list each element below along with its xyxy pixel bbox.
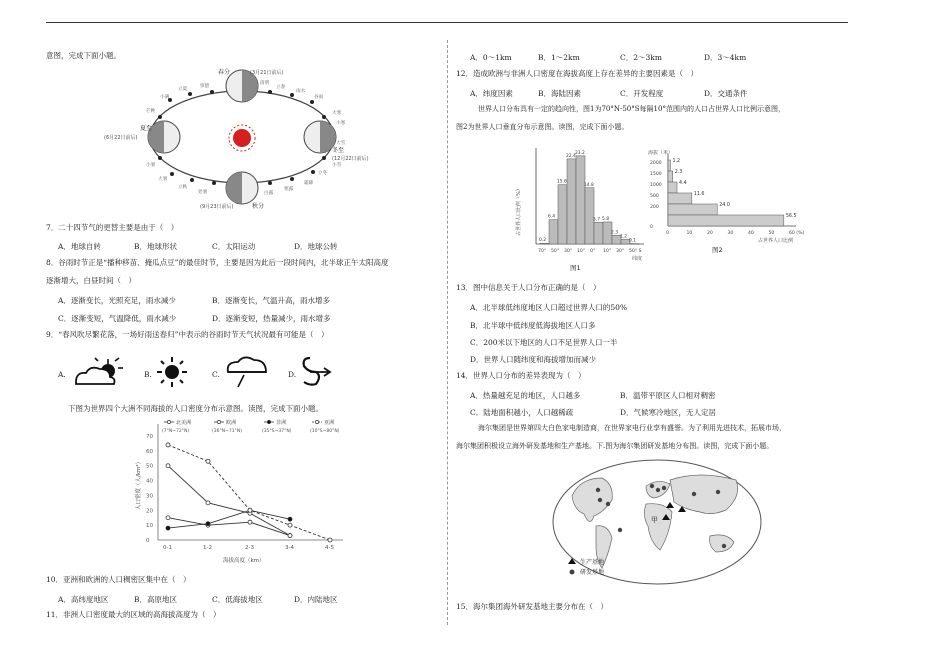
label-autumn-date: (9月23日前后) (200, 204, 234, 210)
series-point (206, 501, 210, 505)
svg-text:小雪: 小雪 (332, 163, 342, 168)
sunny-icon[interactable] (154, 356, 190, 388)
x-tick: 30° (564, 249, 573, 254)
y-axis-label: 人口密度（人/km²） (136, 458, 142, 510)
earth-autumn-icon (226, 172, 258, 204)
svg-text:立夏: 立夏 (178, 87, 188, 92)
legend-label: 亚洲 (324, 420, 335, 426)
x-tick: 50° S (629, 249, 642, 254)
svg-text:小寒: 小寒 (336, 121, 346, 126)
figure-caption: 图2 (712, 246, 723, 254)
x-axis-label: 海拔高度（km） (223, 558, 265, 564)
bar-value-label: 24.0 (719, 203, 730, 208)
q12-opt-a[interactable]: A．纬度因素 (470, 89, 513, 98)
latitude-population-chart (508, 140, 648, 272)
bar (540, 243, 549, 244)
intro3-line2: 图2为世界人口垂直分布示意图。读图，完成下面小题。 (456, 123, 629, 131)
figure-caption: 图1 (570, 264, 581, 272)
label-spring-date: (3月21日前后) (250, 70, 284, 76)
earth-summer-icon (148, 121, 180, 153)
series-point (206, 459, 210, 463)
bar-value-label: 4.4 (679, 181, 687, 186)
bar (668, 182, 677, 193)
x-tick: 3-4 (285, 545, 294, 551)
legend-label: 欧洲 (226, 420, 237, 426)
y-axis-label: 海拔（米） (648, 150, 674, 156)
q8-opt-c[interactable]: C．逐渐变短，气温降低，雨水减少 (58, 314, 177, 323)
series-point (166, 516, 170, 520)
series-line (168, 518, 290, 536)
bar-value-label: 22.4 (566, 153, 576, 159)
q10-opt-c[interactable]: C．低海拔地区 (212, 595, 263, 604)
legend-range: (35°S~37°N) (262, 429, 292, 434)
q14-stem: 14．世界人口分布的差异表现为（ ） (456, 371, 586, 380)
svg-text:谷雨: 谷雨 (314, 95, 324, 100)
intro4-line2: 海尔集团积极设立海外研发基地和生产基地。下.图为海尔集团研发基地分布图。读图，完成下面小题。 (456, 442, 774, 450)
legend-marker (167, 420, 170, 423)
series-point (206, 522, 210, 526)
intro-text: 意图，完成下面小题。 (46, 51, 121, 60)
q14-opt-b[interactable]: B．温带平原区人口相对稠密 (620, 391, 716, 400)
bar-value-label: 2.3 (611, 230, 618, 236)
q13-opt-d[interactable]: D．世界人口随纬度和海拔增加而减少 (470, 355, 597, 364)
q11-opt-d[interactable]: D．3～4km (704, 53, 747, 62)
x-tick: 70° (538, 249, 547, 254)
q7-opt-a[interactable]: A．地球自转 (58, 242, 101, 251)
column-divider (447, 40, 449, 625)
intro4-line1: 海尔集团是世界第四大白色家电制造商，在世界家电行业享有盛誉。为了利用先进技术，拓展市场， (478, 424, 786, 432)
bar-value-label: 0.1 (629, 238, 636, 244)
svg-text:研发基地: 研发基地 (580, 569, 605, 576)
svg-text:寒露: 寒露 (284, 187, 294, 192)
series-point (248, 508, 252, 512)
label-winter-date: (12月22日前后) (332, 156, 369, 162)
x-tick: 0-1 (163, 545, 172, 551)
svg-text:立冬: 立冬 (318, 171, 328, 176)
legend-marker (217, 420, 220, 423)
bar-value-label: 6.4 (548, 214, 555, 220)
q9-opt-b-label[interactable]: B. (144, 370, 152, 379)
q9-stem: 9．“春风吹尽繁花落，一场好雨送春归”中表示的谷雨时节天气状况最有可能是（ ） (46, 330, 329, 339)
svg-text:白露: 白露 (264, 191, 274, 196)
bar-value-label: 1.2 (672, 159, 681, 164)
y-tick: 500 (650, 194, 659, 199)
q11-opt-a[interactable]: A．0～1km (470, 53, 512, 62)
svg-text:雨水: 雨水 (296, 89, 306, 94)
x-tick: 2-3 (245, 545, 254, 551)
q7-opt-d[interactable]: D．地球公转 (294, 242, 338, 251)
series-point (288, 523, 292, 527)
sun-icon (229, 125, 255, 151)
svg-text:立春: 立春 (276, 85, 286, 90)
q15-stem: 15．海尔集团海外研发基地主要分布在（ ） (456, 602, 609, 611)
x-tick: 1-2 (203, 545, 212, 551)
bar (594, 222, 603, 244)
legend-label: 北美洲 (176, 420, 192, 426)
legend-marker (267, 420, 270, 423)
q7-opt-c[interactable]: C．太阳运动 (212, 242, 256, 251)
svg-text:清明: 清明 (260, 81, 270, 86)
bar (558, 185, 567, 244)
intro2-text: 下图为世界四个大洲不同海拔的人口密度分布示意图。读图，完成下面小题。 (68, 404, 323, 413)
q14-opt-a[interactable]: A．热量越充足的地区，人口越多 (470, 391, 581, 400)
bar-value-label: 2.3 (674, 170, 683, 175)
bar-value-label: 15.6 (557, 179, 567, 185)
y-tick: 10 (146, 523, 153, 530)
series-point (166, 464, 170, 468)
y-tick: 50 (146, 463, 153, 470)
bar-value-label: 11.6 (693, 192, 705, 197)
altitude-population-chart (640, 150, 840, 272)
bar-value-label: 5.8 (602, 216, 609, 222)
x-tick: 4-5 (325, 545, 334, 551)
x-tick: 10° (577, 249, 586, 254)
q14-opt-c[interactable]: C．陆地面积越小，人口越稀疏 (470, 408, 574, 417)
x-tick: 20 (707, 231, 713, 236)
series-point (328, 538, 332, 542)
bar (668, 215, 784, 226)
x-tick: 60 (%) (789, 231, 805, 236)
q10-stem: 10．亚洲和欧洲的人口稠密区集中在（ ） (46, 575, 191, 584)
q8-opt-b[interactable]: B．逐渐变长，气温升高，雨水增多 (212, 296, 331, 305)
bar (549, 220, 558, 244)
svg-text:小暑: 小暑 (146, 163, 156, 168)
series-point (248, 520, 252, 524)
q7-opt-b[interactable]: B．地球形状 (134, 242, 178, 251)
svg-text:生产基地: 生产基地 (580, 559, 605, 566)
y-tick: 30 (146, 493, 153, 500)
q9-opt-c-label[interactable]: C. (212, 370, 220, 379)
q7-stem: 7．二十四节气的更替主要是由于（ ） (46, 223, 179, 232)
wind-icon[interactable] (298, 354, 334, 388)
svg-text:小满: 小满 (160, 95, 170, 100)
svg-text:大暑: 大暑 (158, 177, 168, 182)
label-winter: 冬至 (332, 147, 345, 154)
q8-opt-d[interactable]: D．逐渐变短，热量减少，雨水增多 (212, 314, 331, 323)
svg-text:霜降: 霜降 (304, 181, 314, 186)
q9-opt-d-label[interactable]: D. (288, 370, 297, 379)
world-map (550, 456, 764, 588)
svg-text:芒种: 芒种 (146, 109, 156, 114)
series-point (288, 517, 292, 521)
x-tick: 10 (686, 231, 693, 236)
q13-opt-b[interactable]: B．北半球中低纬度低海拔地区人口多 (470, 321, 596, 330)
q10-opt-a[interactable]: A．高纬度地区 (58, 595, 109, 604)
svg-text:大雪: 大雪 (336, 141, 346, 146)
bar-value-label: 0.2 (539, 238, 546, 244)
x-tick: 50° (551, 249, 560, 254)
bar-value-label: 14.8 (584, 182, 594, 188)
orbit-diagram (100, 62, 370, 212)
rd-base-legend-icon (570, 570, 575, 575)
q14-opt-d[interactable]: D．气候寒冷地区，无人定居 (620, 408, 717, 417)
q13-stem: 13．图中信息关于人口分布正确的是（ ） (456, 283, 601, 292)
q11-opt-b[interactable]: B．1～2km (538, 53, 580, 62)
q8-opt-a[interactable]: A．逐渐变长，光照充足，雨水减少 (58, 296, 176, 305)
x-tick: 10° (603, 249, 612, 254)
y-tick: 1500 (650, 172, 662, 177)
q12-stem: 12．造成欧洲与非洲人口密度在海拔高度上存在差异的主要因素是（ ） (456, 69, 699, 78)
series-point (288, 534, 292, 538)
x-tick: 0° (590, 249, 596, 254)
x-tick: 0 (666, 231, 669, 236)
bar (668, 171, 673, 182)
y-tick: 0 (146, 538, 150, 544)
legend-range: (7°N~72°N) (162, 429, 190, 434)
bar (576, 156, 585, 244)
series-line (168, 466, 290, 536)
population-altitude-chart (128, 418, 368, 568)
svg-text:处暑: 处暑 (198, 190, 208, 195)
bar (567, 159, 576, 244)
svg-text:立秋: 立秋 (178, 185, 188, 190)
q13-opt-a[interactable]: A．北半球低纬度地区人口超过世界人口的50% (470, 303, 628, 312)
x-tick: 30° (616, 249, 625, 254)
x-axis-label: 占世界人口比例 (758, 238, 794, 244)
bar (668, 204, 717, 215)
x-axis-label: 纬度 (632, 256, 643, 262)
svg-text:惊蛰: 惊蛰 (200, 84, 210, 89)
svg-text:大寒: 大寒 (332, 111, 342, 116)
x-tick: 50 (768, 231, 775, 236)
y-tick: 20 (146, 508, 153, 515)
q10-opt-d[interactable]: D．内陆地区 (294, 595, 338, 604)
y-tick: 40 (146, 478, 153, 485)
legend-marker (315, 420, 318, 423)
y-tick: 2000 (650, 161, 662, 166)
q12-opt-d[interactable]: D．交通条件 (704, 89, 748, 98)
x-tick: 40 (748, 231, 754, 236)
map-label-jia: 甲 (651, 516, 658, 524)
intro3-line1: 世界人口分布具有一定的趋向性，图1为70°N-50°S每隔10°范围内的人口占世界人口比例示意图， (478, 105, 785, 113)
legend-label: 非洲 (276, 420, 287, 426)
q13-opt-c[interactable]: C．200米以下地区的人口不足世界人口一半 (470, 338, 618, 347)
x-tick: 30 (727, 231, 734, 236)
bar-value-label: 56.5 (785, 214, 797, 219)
label-summer-date: (6月22日前后) (104, 135, 138, 141)
y-tick: 1000 (650, 183, 662, 188)
series-point (166, 526, 170, 530)
q10-opt-b[interactable]: B．高原地区 (134, 595, 178, 604)
label-summer: 夏至 (140, 125, 153, 132)
legend-range: (10°S~80°N) (310, 429, 340, 434)
q8-stem-2: 逐渐增大，白昼时间（ ） (46, 276, 136, 285)
bar-value-label: 5.7 (593, 217, 600, 223)
y-tick: 0 (650, 225, 653, 230)
legend-range: (36°N~71°N) (212, 429, 242, 434)
y-tick: 70 (146, 434, 153, 440)
y-axis-label: 占世界人口比例（%） (516, 186, 522, 236)
rain-icon[interactable] (222, 354, 272, 388)
q9-opt-a-label[interactable]: A. (58, 370, 66, 379)
bar (668, 160, 670, 171)
q8-stem-1: 8．谷雨时节正是“播种移苗、掩瓜点豆”的最佳时节，主要是因为此后一段时间内，北半球正午太阳高度 (46, 258, 389, 267)
bar (668, 193, 692, 204)
q12-opt-b[interactable]: B．海陆因素 (538, 89, 582, 98)
q12-opt-c[interactable]: C．开发程度 (620, 89, 664, 98)
label-autumn: 秋分 (252, 203, 265, 210)
q11-stem: 11．非洲人口密度最大的区域的高海拔高度为（ ） (46, 610, 221, 619)
bar-value-label: 1.2 (620, 234, 627, 240)
series-point (166, 443, 170, 447)
bar-value-label: 23.2 (575, 150, 585, 156)
bar (585, 188, 594, 244)
partly-cloudy-icon[interactable] (68, 356, 128, 388)
y-tick: 60 (146, 448, 153, 455)
header-rule (46, 22, 848, 23)
y-tick: 200 (650, 205, 659, 210)
q11-opt-c[interactable]: C．2～3km (620, 53, 662, 62)
label-spring: 春分 (218, 69, 231, 76)
